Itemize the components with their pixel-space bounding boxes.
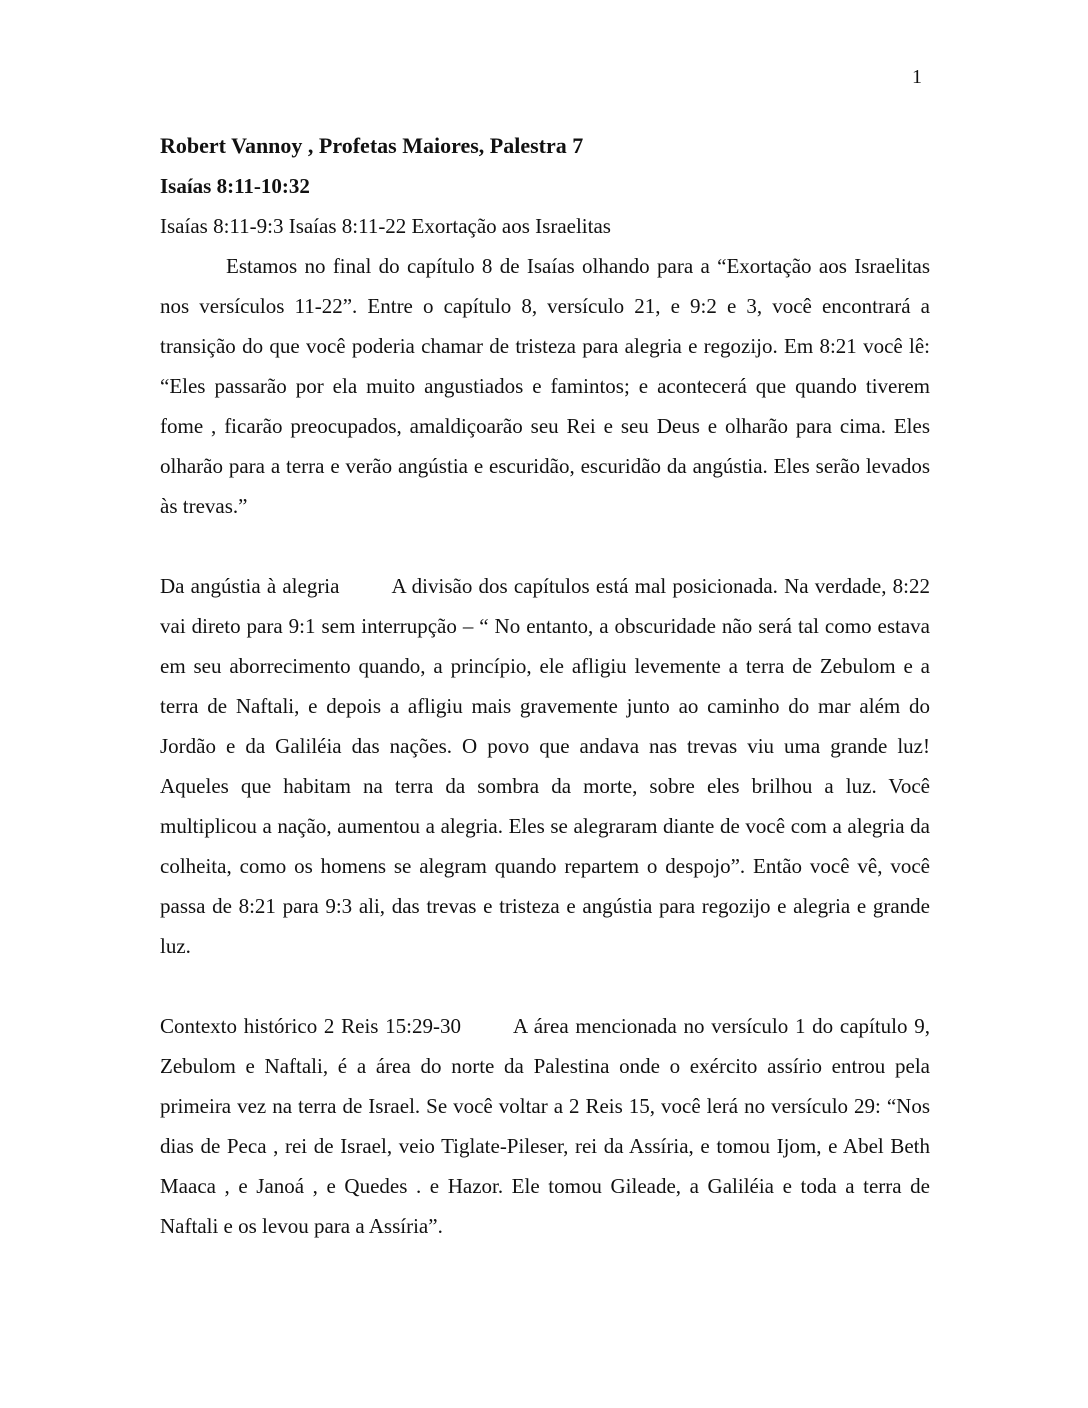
paragraph-spacer [160,526,930,566]
section-heading-anguish-to-joy: Da angústia à alegria [160,574,340,598]
paragraph-spacer [160,966,930,1006]
document-subtitle: Isaías 8:11-10:32 [160,174,310,198]
paragraph-historical-context [160,1006,930,1246]
section-heading-historical-context: Contexto histórico 2 Reis 15:29-30 [160,1014,461,1038]
paragraph-historical-context-text: A área mencionada no versículo 1 do capítulo 9, Zebulom e Naftali, é a área do norte da Palestina onde o exército assírio entrou pela primeira vez na terra de Israel. Se você voltar a 2 Reis 15, você lerá no versículo 29: “Nos dias de Peca , rei de Israel, veio Tiglate-Pileser, rei da Assíria, e tomou Ijom, e Abel Beth Maaca , e Janoá , e Quedes . e Hazor. Ele tomou Gileade, a Galiléia e toda a terra de Naftali e os levou para a Assíria”. [160,1014,930,1238]
section-reference: Isaías 8:11-9:3 Isaías 8:11-22 Exortação aos Israelitas [160,214,611,238]
paragraph-exhortation: Estamos no final do capítulo 8 de Isaías olhando para a “Exortação aos Israelitas nos versículos 11-22”. Entre o capítulo 8, versículo 21, e 9:2 e 3, você encontrará a transição do que você poderia chamar de tristeza para alegria e regozijo. Em 8:21 você lê: “Eles passarão por ela muito angustiados e famintos; e acontecerá que quando tiverem fome , ficarão preocupados, amaldiçoarão seu Rei e seu Deus e olharão para cima. Eles olharão para a terra e verão angústia e escuridão, escuridão da angústia. Eles serão levados às trevas.” [160,254,930,518]
paragraph-anguish-to-joy [160,566,930,966]
document-body [160,126,930,1246]
page-number: 1 [912,66,922,88]
document-title: Robert Vannoy , Profetas Maiores, Palestra 7 [160,133,584,158]
paragraph-anguish-to-joy-text: A divisão dos capítulos está mal posicionada. Na verdade, 8:22 vai direto para 9:1 sem interrupção – “ No entanto, a obscuridade não será tal como estava em seu aborrecimento quando, a princípio, ele afligiu levemente a terra de Zebulom e a terra de Naftali, e depois a afligiu mais gravemente junto ao caminho do mar além do Jordão e da Galiléia das nações. O povo que andava nas trevas viu uma grande luz! Aqueles que habitam na terra da sombra da morte, sobre eles brilhou a luz. Você multiplicou a nação, aumentou a alegria. Eles se alegraram diante de você com a alegria da colheita, como os homens se alegram quando repartem o despojo”. Então você vê, você passa de 8:21 para 9:3 ali, das trevas e tristeza e angústia para regozijo e alegria e grande luz. [160,574,930,958]
